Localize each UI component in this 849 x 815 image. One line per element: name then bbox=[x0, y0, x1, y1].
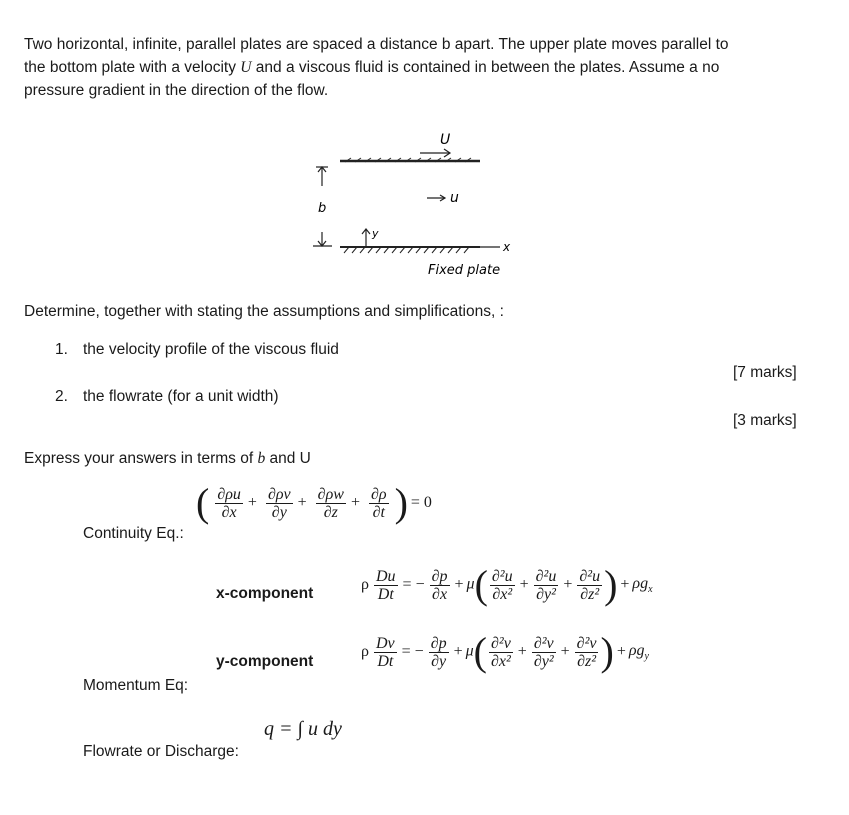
continuity-label: Continuity Eq.: bbox=[83, 525, 184, 542]
momentum-label: Momentum Eq: bbox=[83, 677, 189, 694]
label-y: y bbox=[372, 227, 379, 240]
task-heading: Determine, together with stating the assumptions and simplifications, : bbox=[24, 303, 504, 320]
plates-sketch bbox=[300, 120, 540, 280]
label-x: x bbox=[503, 240, 511, 254]
problem-text-line-2: the bottom plate with a velocity U and a viscous fluid is contained in between the plates. Assume a no bbox=[24, 59, 720, 76]
label-U: U bbox=[440, 132, 451, 148]
x-component-label: x-component bbox=[216, 585, 314, 602]
item-1-text: the velocity profile of the viscous fluid bbox=[83, 341, 339, 358]
item-2-marks: [3 marks] bbox=[733, 412, 797, 429]
label-fixed-plate: Fixed plate bbox=[428, 263, 501, 278]
label-u: u bbox=[450, 190, 459, 206]
y-momentum-equation: ρ $\frac{Dv}{Dt}$ = − $\frac{\partial p}{\partial y}$ + μ( $\frac{\text{∂²v}}{\text{∂x²}}$ + $\frac{\text{∂²v}}{\text{∂y²}}$ + $\frac{\text{∂²v}}{\text{∂z²}}$ ) + $\rho g_y$ bbox=[361, 629, 649, 674]
continuity-equation: ( $\frac{\partial\rho u}{\partial x}$ + $\frac{\partial\rho v}{\partial y}$ + $\frac{\partial\rho w}{\partial z}$ + $\frac{\partial\rho}{\partial t}$ ) = 0 bbox=[196, 480, 432, 525]
item-2-number: 2. bbox=[55, 388, 68, 405]
x-momentum-equation: ρ $\frac{Du}{Dt}$ = − $\frac{\partial p}{\partial x}$ + μ( $\frac{\text{∂²u}}{\text{∂x²}}$ + $\frac{\text{∂²u}}{\text{∂y²}}$ + $\frac{\text{∂²u}}{\text{∂z²}}$ ) + $\rho g_x$ bbox=[361, 562, 653, 607]
problem-text-line-3: pressure gradient in the direction of the flow. bbox=[24, 82, 329, 99]
item-1-marks: [7 marks] bbox=[733, 364, 797, 381]
label-b: b bbox=[318, 201, 327, 216]
item-1-number: 1. bbox=[55, 341, 68, 358]
y-component-label: y-component bbox=[216, 653, 314, 670]
express-instruction: Express your answers in terms of b and U bbox=[24, 450, 311, 467]
problem-text-line-1: Two horizontal, infinite, parallel plates are spaced a distance b apart. The upper plate moves parallel to bbox=[24, 36, 729, 53]
flowrate-equation: q = ∫ u dy bbox=[264, 718, 342, 740]
flowrate-label: Flowrate or Discharge: bbox=[83, 743, 239, 760]
item-2-text: the flowrate (for a unit width) bbox=[83, 388, 279, 405]
